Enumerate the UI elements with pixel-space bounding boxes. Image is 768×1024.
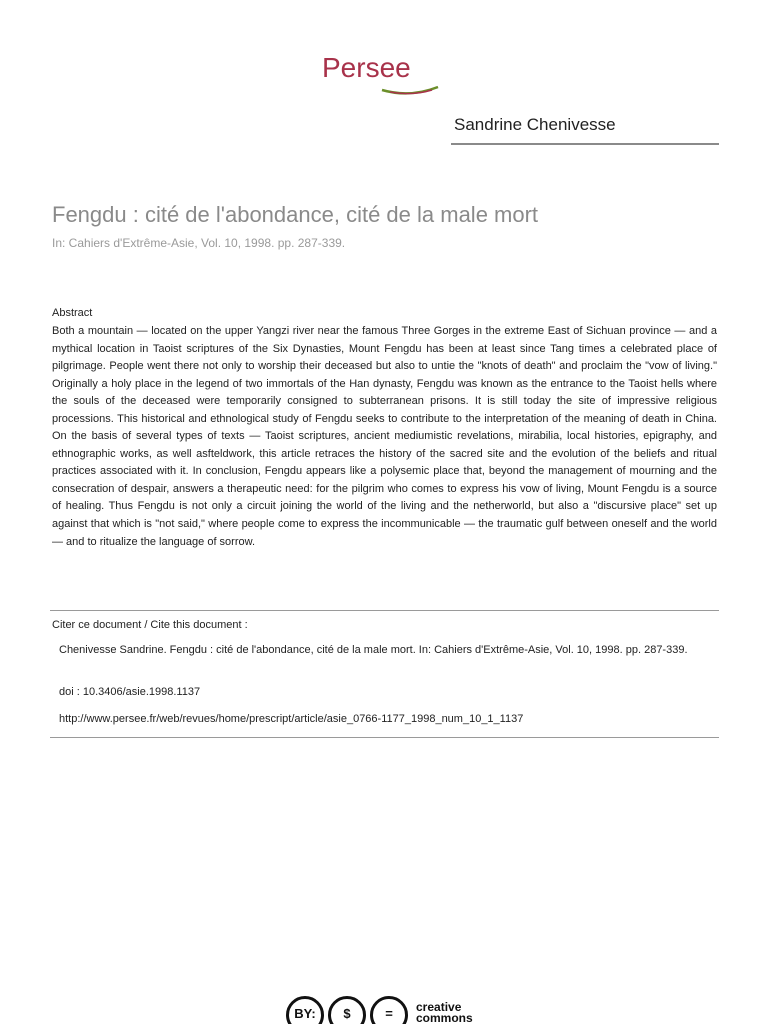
persee-logo-text: Persee bbox=[322, 52, 411, 83]
cc-by-icon: BY: bbox=[286, 996, 324, 1024]
citation-url[interactable]: http://www.persee.fr/web/revues/home/prescript/article/asie_0766-1177_1998_num_10_1_1137 bbox=[59, 713, 524, 725]
cc-noderivatives-icon: = bbox=[370, 996, 408, 1024]
persee-logo[interactable] bbox=[322, 46, 444, 98]
citation-doi: doi : 10.3406/asie.1998.1137 bbox=[59, 686, 201, 698]
citation-divider-bottom bbox=[50, 737, 719, 738]
cc-word-creative: creative bbox=[416, 1000, 462, 1014]
author-name: Sandrine Chenivesse bbox=[454, 115, 616, 134]
author-divider bbox=[451, 143, 719, 145]
cc-wordmark bbox=[416, 1002, 473, 1024]
article-title: Fengdu : cité de l'abondance, cité de la male mort bbox=[52, 202, 539, 227]
citation-divider-top bbox=[50, 610, 719, 611]
abstract-heading: Abstract bbox=[52, 307, 93, 319]
citation-reference: Chenivesse Sandrine. Fengdu : cité de l'abondance, cité de la male mort. In: Cahiers d'Extrême-Asie, Vol. 10, 1998. pp. 287-339. bbox=[59, 644, 688, 656]
cc-noncommercial-icon: $ bbox=[328, 996, 366, 1024]
article-source: In: Cahiers d'Extrême-Asie, Vol. 10, 1998. pp. 287-339. bbox=[52, 236, 346, 250]
citation-label: Citer ce document / Cite this document : bbox=[52, 619, 248, 631]
cc-word-commons: commons bbox=[416, 1011, 473, 1024]
logo-swoosh-icon bbox=[380, 84, 440, 96]
creative-commons-badge[interactable] bbox=[286, 994, 486, 1024]
abstract-text: Both a mountain — located on the upper Yangzi river near the famous Three Gorges in the extreme East of Sichuan province — and a mythical location in Taoist scriptures of the Six Dynasties, Mount Fengdu has been at least since Tang times a celebrated place of pilgrimage. People went there not only to worship their deceased but also to untie the "knots of death" and proclaim the "vow of living." Originally a holy place in the legend of two immortals of the Han dynasty, Fengdu was known as the entrance to the Taoist hells where the souls of the deceased were temporarily consigned to subterranean prisons. It is still today the site of impressive religious processions. This historical and ethnological study of Fengdu seeks to contribute to the interpretation of the meaning of death in China. On the basis of several types of texts — Taoist scriptures, ancient mediumistic revelations, mirabilia, local histories, epigraphy, and ethnographic works, as well asfteldwork, this article retraces the history of the sacred site and the evolution of the beliefs and ritual practices associated with it. In conclusion, Fengdu appears like a polysemic place that, beyond the management of mourning and the consecration of despair, answers a therapeutic need: for the pilgrim who comes to express his vow of living, Mount Fengdu is a source of healing. Thus Fengdu is not only a circuit joining the world of the living and the netherworld, but also a "discursive place" set up against that which is "not said," where people come to express the incommunicable — the traumatic gulf between oneself and the world — and to ritualize the language of sorrow. bbox=[52, 325, 717, 548]
